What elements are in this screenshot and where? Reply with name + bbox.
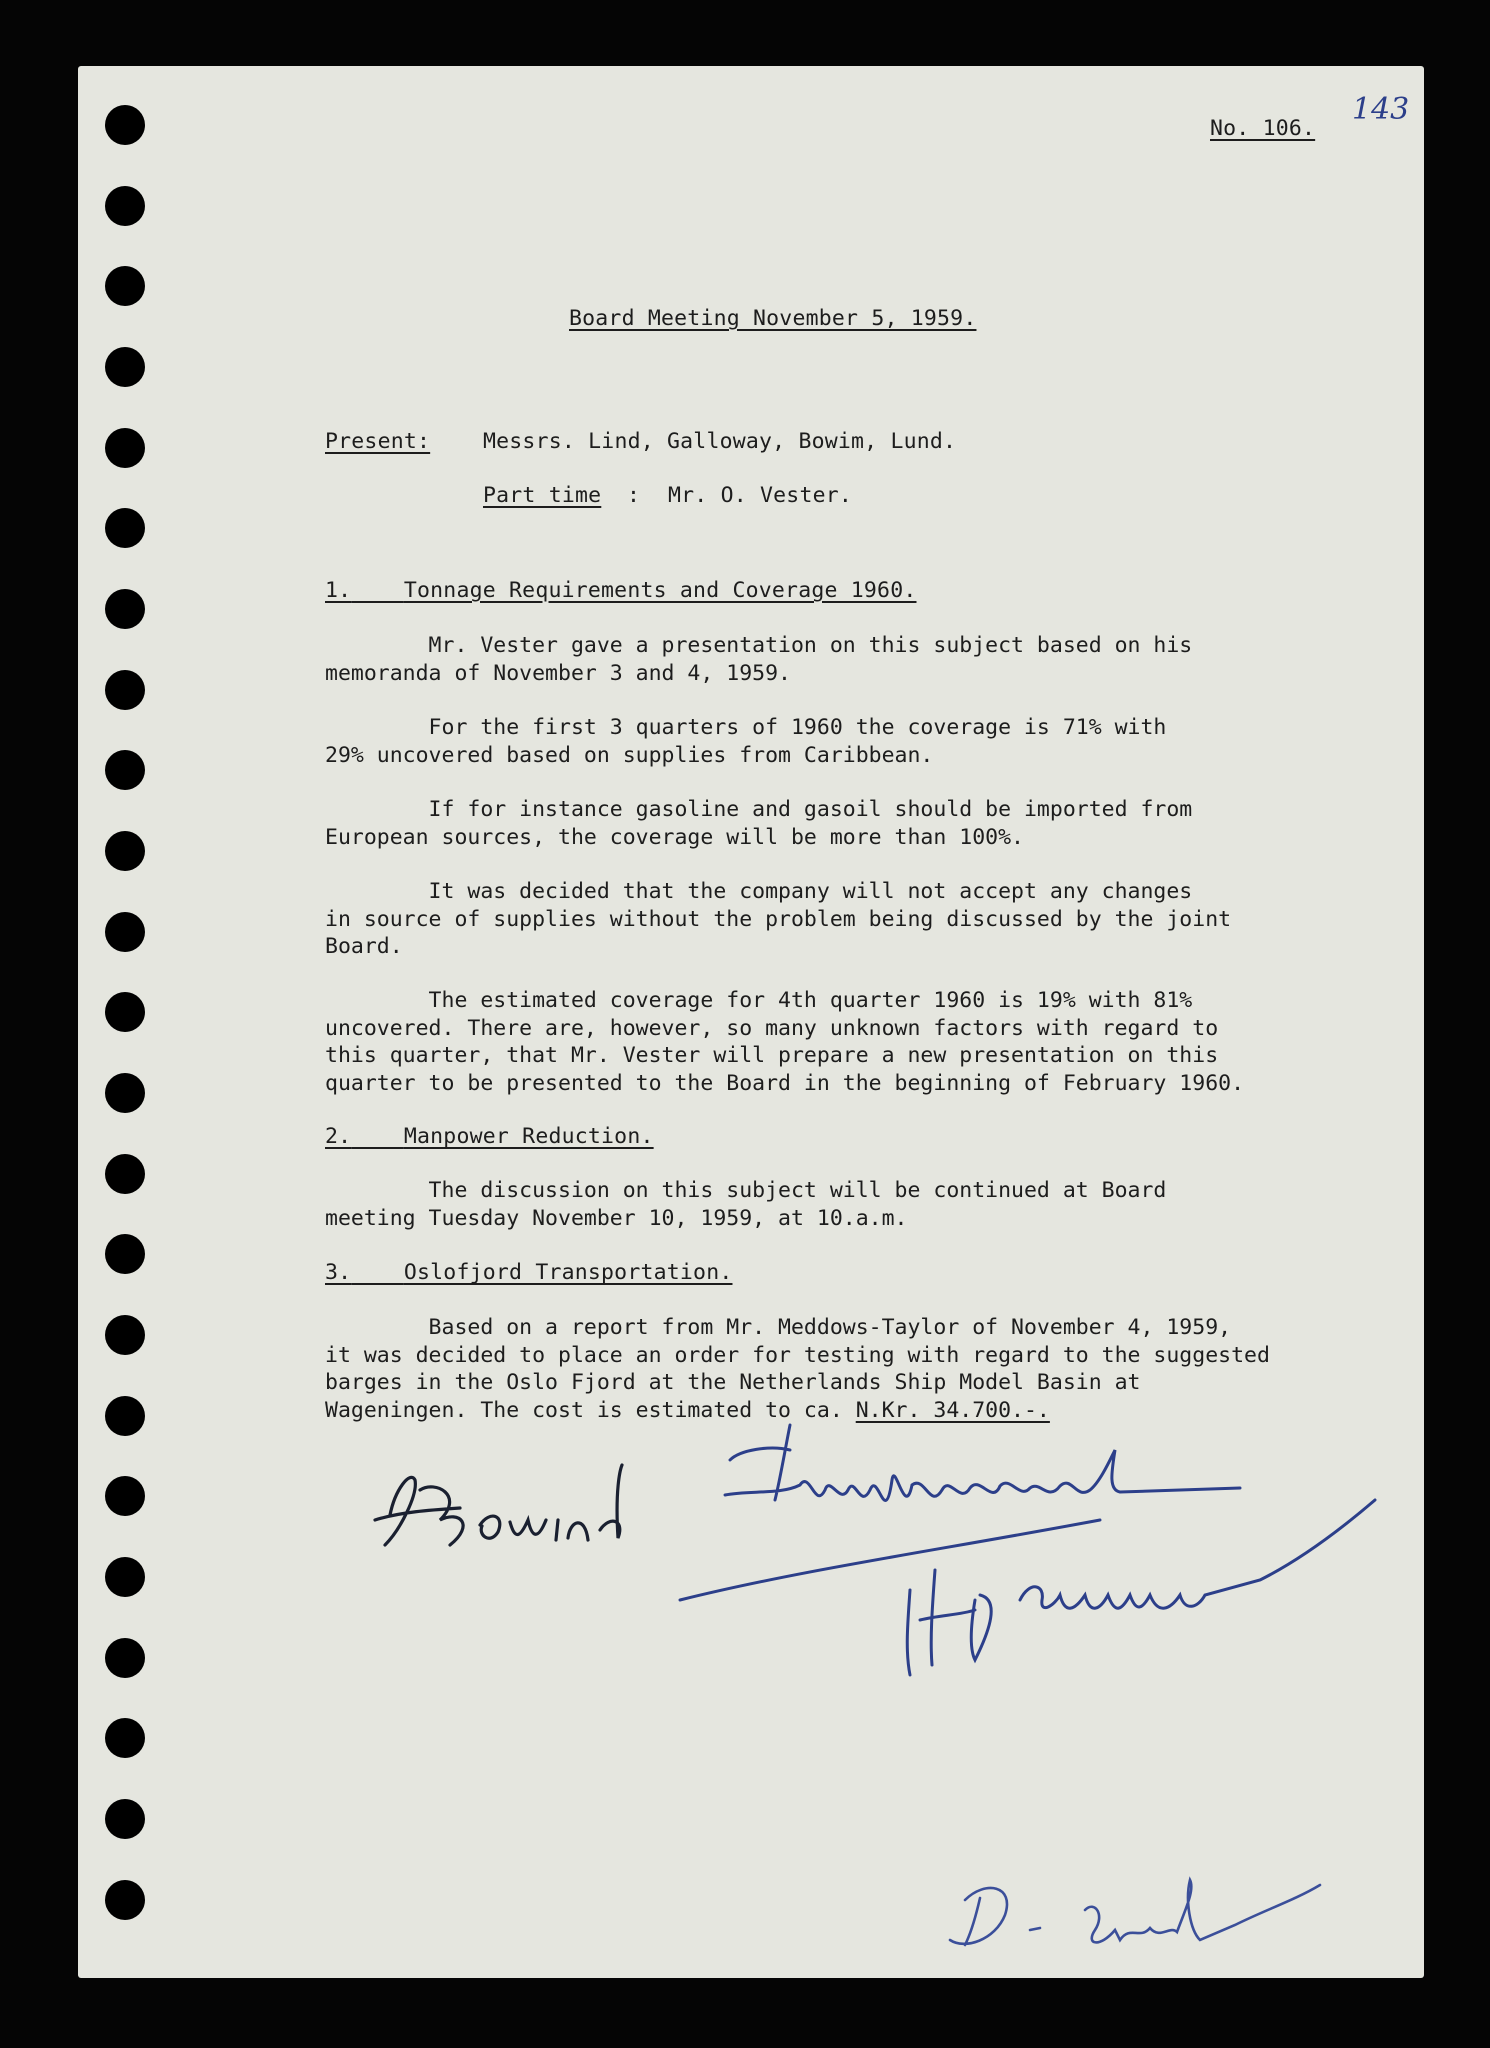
text-line: meeting Tuesday November 10, 1959, at 10.a.m. bbox=[325, 1205, 908, 1231]
binder-hole bbox=[105, 1234, 145, 1274]
text-line: Mr. Vester gave a presentation on this subject based on his bbox=[325, 633, 1193, 658]
binder-hole bbox=[105, 508, 145, 548]
paragraph bbox=[325, 878, 1375, 961]
signature-galloway bbox=[880, 1500, 1380, 1690]
binder-hole bbox=[105, 1718, 145, 1758]
text-line: Board. bbox=[325, 934, 403, 959]
signature-vester-initials bbox=[945, 1870, 1325, 1960]
section-heading-2 bbox=[325, 1124, 654, 1149]
paragraph bbox=[325, 714, 1375, 769]
binder-hole bbox=[105, 1154, 145, 1194]
binder-hole bbox=[105, 428, 145, 468]
binder-hole bbox=[105, 1073, 145, 1113]
text-line: European sources, the coverage will be more than 100%. bbox=[325, 824, 1024, 850]
binder-hole bbox=[105, 105, 145, 145]
binder-hole bbox=[105, 1880, 145, 1920]
binder-hole bbox=[105, 186, 145, 226]
section-number: 2. bbox=[325, 1124, 352, 1149]
section-title: Tonnage Requirements and Coverage 1960. bbox=[403, 578, 917, 603]
section-number: 1. bbox=[325, 578, 352, 603]
binder-hole bbox=[105, 347, 145, 387]
binder-hole bbox=[105, 1799, 145, 1839]
binder-hole bbox=[105, 589, 145, 629]
section-number: 3. bbox=[325, 1260, 352, 1285]
text-line: 29% uncovered based on supplies from Caribbean. bbox=[325, 742, 934, 768]
binder-hole bbox=[105, 750, 145, 790]
section-title: Manpower Reduction. bbox=[403, 1124, 654, 1149]
text-line: barges in the Oslo Fjord at the Netherlands Ship Model Basin at bbox=[325, 1370, 1141, 1395]
text-line: Wageningen. The cost is estimated to ca. bbox=[325, 1397, 856, 1423]
binder-hole bbox=[105, 912, 145, 952]
document-number: No. 106. bbox=[1210, 116, 1316, 141]
text-line: The discussion on this subject will be continued at Board bbox=[325, 1178, 1167, 1203]
text-line: it was decided to place an order for testing with regard to the suggested bbox=[325, 1342, 1270, 1368]
cost-amount: N.Kr. 34.700.-. bbox=[855, 1397, 1050, 1423]
text-line: Based on a report from Mr. Meddows-Taylor of November 4, 1959, bbox=[325, 1315, 1232, 1340]
text-line: For the first 3 quarters of 1960 the coverage is 71% with bbox=[325, 715, 1167, 740]
handwritten-page-number: 143 bbox=[1352, 92, 1410, 127]
paragraph bbox=[325, 632, 1375, 687]
page-title: Board Meeting November 5, 1959. bbox=[569, 306, 977, 331]
part-time-separator: : bbox=[627, 483, 641, 508]
paragraph bbox=[325, 1177, 1375, 1232]
binder-hole bbox=[105, 1396, 145, 1436]
section-heading-1 bbox=[325, 578, 955, 603]
binder-hole bbox=[105, 1557, 145, 1597]
binder-hole bbox=[105, 992, 145, 1032]
text-line: The estimated coverage for 4th quarter 1960 is 19% with 81% bbox=[325, 988, 1193, 1013]
paragraph bbox=[325, 987, 1375, 1097]
binder-hole bbox=[105, 1476, 145, 1516]
paragraph bbox=[325, 1314, 1375, 1424]
paragraph bbox=[325, 796, 1375, 851]
binder-hole bbox=[105, 1315, 145, 1355]
binder-hole bbox=[105, 266, 145, 306]
section-title: Oslofjord Transportation. bbox=[403, 1260, 733, 1285]
text-line: If for instance gasoline and gasoil should be imported from bbox=[325, 797, 1193, 822]
signature-bowim bbox=[370, 1450, 670, 1570]
section-heading-3 bbox=[325, 1260, 732, 1285]
text-line: in source of supplies without the problem being discussed by the joint bbox=[325, 906, 1232, 932]
text-line: memoranda of November 3 and 4, 1959. bbox=[325, 660, 791, 686]
text-line: quarter to be presented to the Board in the beginning of February 1960. bbox=[325, 1070, 1245, 1096]
part-time-label: Part time bbox=[483, 483, 602, 508]
present-names: Messrs. Lind, Galloway, Bowim, Lund. bbox=[483, 429, 957, 454]
present-label: Present: bbox=[325, 429, 431, 454]
text-line: It was decided that the company will not accept any changes bbox=[325, 879, 1193, 904]
binder-hole bbox=[105, 831, 145, 871]
binder-hole bbox=[105, 1638, 145, 1678]
text-line: uncovered. There are, however, so many unknown factors with regard to bbox=[325, 1015, 1219, 1041]
text-line: this quarter, that Mr. Vester will prepare a new presentation on this bbox=[325, 1043, 1219, 1068]
part-time-names: Mr. O. Vester. bbox=[668, 483, 853, 508]
binder-hole bbox=[105, 670, 145, 710]
